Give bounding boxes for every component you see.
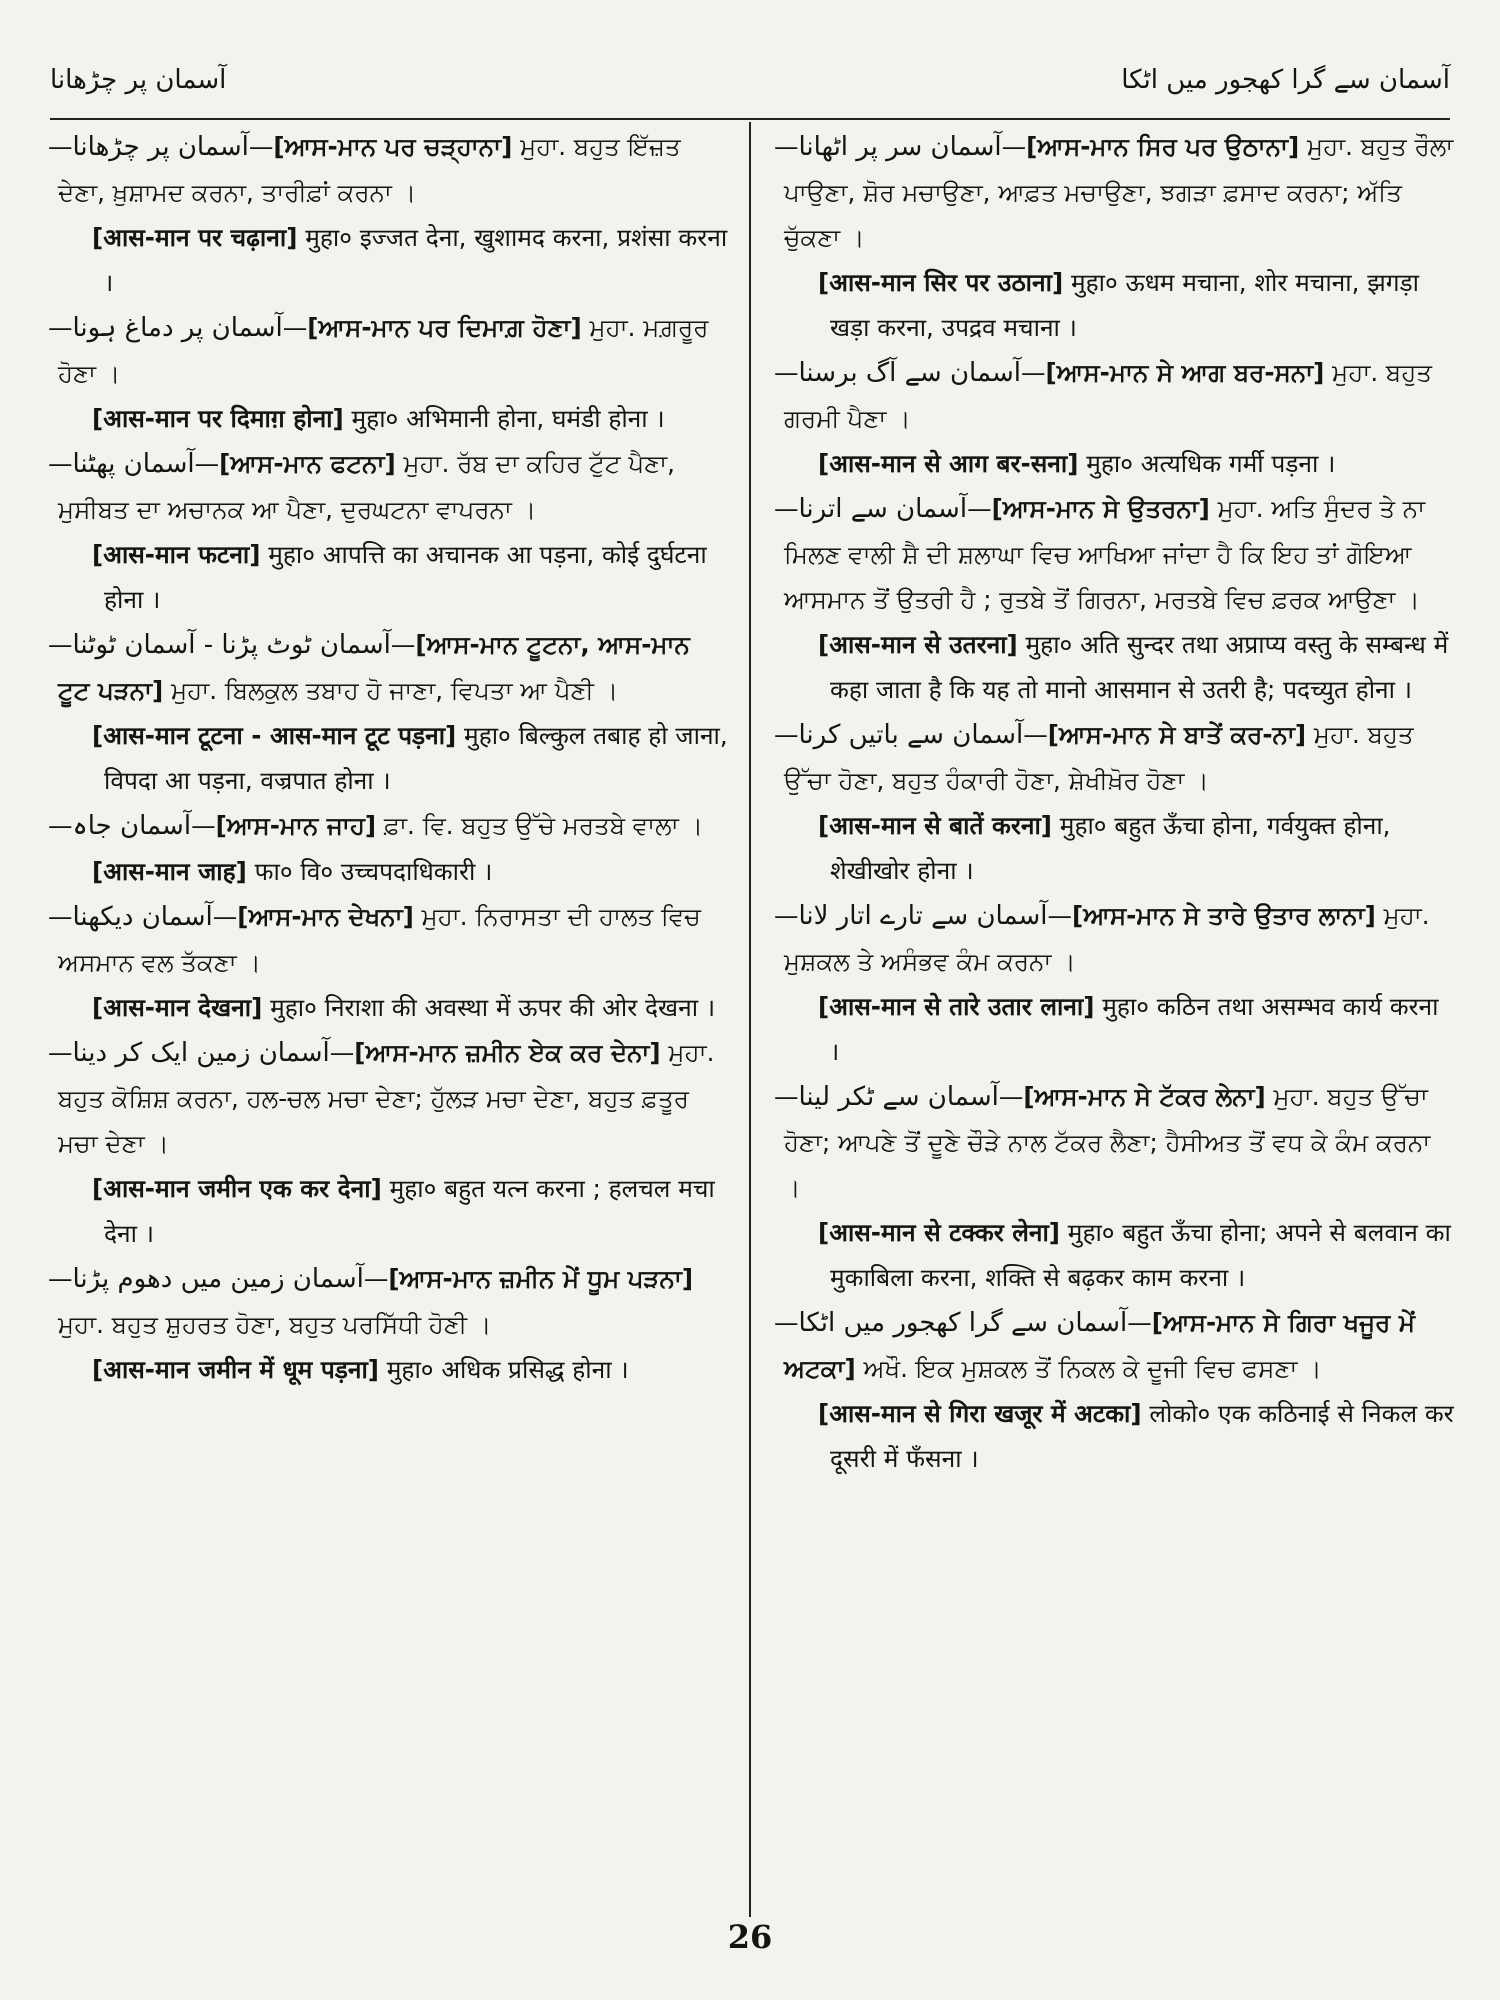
entry-gurmukhi-definition: ਮੁਹਾ. ਬਹੁਤ ਉੱਚਾ ਹੋਣਾ; ਆਪਣੇ ਤੋਂ ਦੂਣੇ ਚੌੜੇ ਨਾਲ ਟੱਕਰ ਲੈਣਾ; ਹੈਸੀਅਤ ਤੋਂ ਵਧ ਕੇ ਕੰਮ ਕਰਨਾ । [784,1082,1431,1202]
entry-hindi [774,1391,1454,1481]
entry-gurmukhi: —آسمان سے ٹکر لینا—[ਆਸ-ਮਾਨ ਸੇ ਟੱਕਰ ਲੇਨਾ] ਮੁਹਾ. ਬਹੁਤ ਉੱਚਾ ਹੋਣਾ; ਆਪਣੇ ਤੋਂ ਦੂਣੇ ਚੌੜੇ ਨਾਲ ਟੱਕਰ ਲੈਣਾ; ਹੈਸੀਅਤ ਤੋਂ ਵਧ ਕੇ ਕੰਮ ਕਰਨਾ । [774,1082,1431,1202]
entry-hindi-headword: [आस-मान सिर पर उठाना] [818,268,1064,297]
entry-hindi [48,985,728,1030]
entry-hindi [774,622,1454,712]
entry-gurmukhi: —آسمان سے آگ برسنا—[ਆਸ-ਮਾਨ ਸੇ ਆਗ ਬਰ-ਸਨਾ] ਮੁਹਾ. ਬਹੁਤ ਗਰਮੀ ਪੈਣਾ । [774,358,1432,433]
entry-hindi [48,532,728,622]
entry-urdu-headword: آسمان سر پر اٹھانا [798,132,1002,162]
entry-gurmukhi-headword: [ਆਸ-ਮਾਨ ਸੇ ਤਾਰੇ ਉਤਾਰ ਲਾਨਾ] [1072,901,1376,930]
entry-hindi-definition: मुहा० निराशा की अवस्था में ऊपर की ओर देखना । [270,993,716,1022]
entry-hindi-definition: मुहा० अत्यधिक गर्मी पड़ना । [1086,449,1336,478]
entry-gurmukhi-headword: [ਆਸ-ਮਾਨ ਟੂਟਨਾ, ਆਸ-ਮਾਨ ਟੂਟ ਪੜਨਾ] [58,630,690,705]
entry-gurmukhi-definition: ਮੁਹਾ. ਰੱਬ ਦਾ ਕਹਿਰ ਟੁੱਟ ਪੈਣਾ, ਮੁਸੀਬਤ ਦਾ ਅਚਾਨਕ ਆ ਪੈਣਾ, ਦੁਰਘਟਨਾ ਵਾਪਰਨਾ । [58,449,675,524]
entry-gurmukhi: —آسمان زمین ایک کر دینا—[ਆਸ-ਮਾਨ ਜ਼ਮੀਨ ਏਕ ਕਰ ਦੇਨਾ] ਮੁਹਾ. ਬਹੁਤ ਕੋਸ਼ਿਸ਼ ਕਰਨਾ, ਹਲ-ਚਲ ਮਚਾ ਦੇਣਾ; ਹੁੱਲੜ ਮਚਾ ਦੇਣਾ, ਬਹੁਤ ਫ਼ਤੂਰ ਮਚਾ ਦੇਣਾ । [48,1038,715,1158]
entry-hindi-headword: [आस-मान जमीन में धूम पड़ना] [92,1355,379,1384]
dictionary-entry [774,712,1454,893]
entry-gurmukhi-definition: ਮੁਹਾ. ਅਤਿ ਸੁੰਦਰ ਤੇ ਨਾ ਮਿਲਣ ਵਾਲੀ ਸ਼ੈ ਦੀ ਸ਼ਲਾਘਾ ਵਿਚ ਆਖਿਆ ਜਾਂਦਾ ਹੈ ਕਿ ਇਹ ਤਾਂ ਗੋਇਆ ਆਸਮਾਨ ਤੋਂ ਉਤਰੀ ਹੈ ; ਰੁਤਬੇ ਤੋਂ ਗਿਰਨਾ, ਮਰਤਬੇ ਵਿਚ ਫ਼ਰਕ ਆਉਣਾ । [784,494,1426,614]
entry-hindi [48,1166,728,1256]
entry-gurmukhi: —آسمان جاہ—[ਆਸ-ਮਾਨ ਜਾਹ] ਫ਼ਾ. ਵਿ. ਬਹੁਤ ਉੱਚੇ ਮਰਤਬੇ ਵਾਲਾ । [48,811,704,841]
entry-hindi-headword: [आस-मान से बातें करना] [818,811,1052,840]
dictionary-entry [48,894,728,1030]
entry-gurmukhi-headword: [ਆਸ-ਮਾਨ ਜ਼ਮੀਨ ਏਕ ਕਰ ਦੇਨਾ] [354,1038,661,1067]
dictionary-entry [774,350,1454,486]
entry-hindi-definition: फा० वि० उच्चपदाधिकारी । [254,857,493,886]
entry-hindi [774,441,1454,486]
dictionary-entry [48,1030,728,1256]
entry-gurmukhi-definition: ਮੁਹਾ. ਨਿਰਾਸਤਾ ਦੀ ਹਾਲਤ ਵਿਚ ਅਸਮਾਨ ਵਲ ਤੱਕਣਾ । [58,902,701,977]
entry-hindi [48,396,728,441]
entry-urdu-headword: آسمان زمین میں دھوم پڑنا [72,1264,364,1294]
entry-hindi-headword: [आस-मान से उतरना] [818,630,1018,659]
entry-hindi-headword: [आस-मान देखना] [92,993,263,1022]
right-column [774,124,1454,1481]
dictionary-entry [48,124,728,305]
entry-gurmukhi-definition: ਮੁਹਾ. ਬਹੁਤ ਕੋਸ਼ਿਸ਼ ਕਰਨਾ, ਹਲ-ਚਲ ਮਚਾ ਦੇਣਾ; ਹੁੱਲੜ ਮਚਾ ਦੇਣਾ, ਬਹੁਤ ਫ਼ਤੂਰ ਮਚਾ ਦੇਣਾ । [58,1038,715,1158]
column-divider [749,122,751,1917]
entry-hindi-definition: मुहा० बिल्कुल तबाह हो जाना, विपदा आ पड़ना, वज्रपात होना । [104,721,728,795]
entry-hindi-headword: [आस-मान पर चढ़ाना] [92,223,298,252]
entry-urdu-headword: آسمان پھٹنا [72,449,195,479]
left-column [48,124,728,1392]
entry-hindi-definition: मुहा० ऊधम मचाना, शोर मचाना, झगड़ा खड़ा करना, उपद्रव मचाना । [830,268,1419,342]
entry-gurmukhi-headword: [ਆਸ-ਮਾਨ ਪਰ ਚੜ੍ਹਾਨਾ] [273,132,513,161]
entry-gurmukhi: —آسمان دیکھنا—[ਆਸ-ਮਾਨ ਦੇਖਨਾ] ਮੁਹਾ. ਨਿਰਾਸਤਾ ਦੀ ਹਾਲਤ ਵਿਚ ਅਸਮਾਨ ਵਲ ਤੱਕਣਾ । [48,902,701,977]
entry-gurmukhi-definition: ਅਖੌ. ਇਕ ਮੁਸ਼ਕਲ ਤੋਂ ਨਿਕਲ ਕੇ ਦੂਜੀ ਵਿਚ ਫਸਣਾ । [863,1354,1322,1383]
entry-urdu-headword: آسمان دیکھنا [72,902,213,932]
entry-gurmukhi-definition: ਮੁਹਾ. ਬਹੁਤ ਸ਼ੁਹਰਤ ਹੋਣਾ, ਬਹੁਤ ਪਰਸਿੱਧੀ ਹੋਣੀ । [58,1310,492,1339]
entry-hindi-definition: मुहा० बहुत ऊँचा होना; अपने से बलवान का मुकाबिला करना, शक्ति से बढ़कर काम करना । [830,1218,1451,1292]
entry-gurmukhi: —آسمان سے باتیں کرنا—[ਆਸ-ਮਾਨ ਸੇ ਬਾਤੇਂ ਕਰ-ਨਾ] ਮੁਹਾ. ਬਹੁਤ ਉੱਚਾ ਹੋਣਾ, ਬਹੁਤ ਹੰਕਾਰੀ ਹੋਣਾ, ਸ਼ੇਖੀਖ਼ੋਰ ਹੋਣਾ । [774,720,1414,795]
dictionary-entry [48,622,728,803]
entry-hindi-headword: [आस-मान से तारे उतार लाना] [818,992,1095,1021]
entry-urdu-headword: آسمان ٹوٹ پڑنا - آسمان ٹوٹنا [72,630,391,660]
entry-gurmukhi: —آسمان سے تارے اتار لانا—[ਆਸ-ਮਾਨ ਸੇ ਤਾਰੇ ਉਤਾਰ ਲਾਨਾ] ਮੁਹਾ. ਮੁਸ਼ਕਲ ਤੇ ਅਸੰਭਵ ਕੰਮ ਕਰਨਾ । [774,901,1430,976]
entry-hindi [774,260,1454,350]
entry-hindi-headword: [आस-मान टूटना - आस-मान टूट पड़ना] [92,721,457,750]
entry-gurmukhi: —آسمان پر دماغ ہونا—[ਆਸ-ਮਾਨ ਪਰ ਦਿਮਾਗ਼ ਹੋਣਾ] ਮੁਹਾ. ਮਗ਼ਰੂਰ ਹੋਣਾ । [48,313,709,388]
entry-urdu-headword: آسمان سے ٹکر لینا [798,1082,999,1112]
header-right-catchword: آسمان سے گرا کھجور میں اٹکا [1121,65,1450,95]
entry-gurmukhi-headword: [ਆਸ-ਮਾਨ ਦੇਖਨਾ] [237,902,414,931]
entry-urdu-headword: آسمان سے تارے اتار لانا [798,901,1048,931]
entry-gurmukhi: —آسمان سر پر اٹھانا—[ਆਸ-ਮਾਨ ਸਿਰ ਪਰ ਉਠਾਨਾ] ਮੁਹਾ. ਬਹੁਤ ਰੌਲਾ ਪਾਉਣਾ, ਸ਼ੋਰ ਮਚਾਉਣਾ, ਆਫ਼ਤ ਮਚਾਉਣਾ, ਝਗੜਾ ਫ਼ਸਾਦ ਕਰਨਾ; ਅੱਤਿ ਚੁੱਕਣਾ । [774,132,1454,252]
entry-gurmukhi-headword: [ਆਸ-ਮਾਨ ਸੇ ਉਤਰਨਾ] [991,494,1210,523]
entry-gurmukhi-definition: ਮੁਹਾ. ਬਿਲਕੁਲ ਤਬਾਹ ਹੋ ਜਾਣਾ, ਵਿਪਤਾ ਆ ਪੈਣੀ । [171,676,619,705]
page-number: 26 [727,1918,773,1956]
entry-gurmukhi-headword: [ਆਸ-ਮਾਨ ਸੇ ਟੱਕਰ ਲੇਨਾ] [1023,1082,1266,1111]
entry-gurmukhi-definition: ਮੁਹਾ. ਬਹੁਤ ਇੱਜ਼ਤ ਦੇਣਾ, ਖ਼ੁਸ਼ਾਮਦ ਕਰਨਾ, ਤਾਰੀਫ਼ਾਂ ਕਰਨਾ । [58,132,681,207]
entry-hindi-definition: मुहा० बहुत यत्न करना ; हलचल मचा देना । [104,1174,715,1248]
entry-gurmukhi-headword: [ਆਸ-ਮਾਨ ਜਾਹ] [215,811,377,840]
entry-hindi-headword: [आस-मान से आग बर-सना] [818,449,1079,478]
entry-gurmukhi: —آسمان سے اترنا—[ਆਸ-ਮਾਨ ਸੇ ਉਤਰਨਾ] ਮੁਹਾ. ਅਤਿ ਸੁੰਦਰ ਤੇ ਨਾ ਮਿਲਣ ਵਾਲੀ ਸ਼ੈ ਦੀ ਸ਼ਲਾਘਾ ਵਿਚ ਆਖਿਆ ਜਾਂਦਾ ਹੈ ਕਿ ਇਹ ਤਾਂ ਗੋਇਆ ਆਸਮਾਨ ਤੋਂ ਉਤਰੀ ਹੈ ; ਰੁਤਬੇ ਤੋਂ ਗਿਰਨਾ, ਮਰਤਬੇ ਵਿਚ ਫ਼ਰਕ ਆਉਣਾ । [774,494,1426,614]
entry-urdu-headword: آسمان سے گرا کھجور میں اٹکا [798,1308,1128,1338]
entry-hindi [48,849,728,894]
entry-gurmukhi: —آسمان پھٹنا—[ਆਸ-ਮਾਨ ਫਟਨਾ] ਮੁਹਾ. ਰੱਬ ਦਾ ਕਹਿਰ ਟੁੱਟ ਪੈਣਾ, ਮੁਸੀਬਤ ਦਾ ਅਚਾਨਕ ਆ ਪੈਣਾ, ਦੁਰਘਟਨਾ ਵਾਪਰਨਾ । [48,449,675,524]
entry-urdu-headword: آسمان سے اترنا [798,494,968,524]
entry-urdu-headword: آسمان جاہ [72,811,192,841]
page-header [50,40,1450,120]
entry-hindi-definition: मुहा० आपत्ति का अचानक आ पड़ना, कोई दुर्घटना होना । [104,540,707,614]
entry-hindi-headword: [आस-मान पर दिमाग़ होना] [92,404,344,433]
entry-hindi-definition: मुहा० बहुत ऊँचा होना, गर्वयुक्त होना, शेखीखोर होना । [830,811,1391,885]
entry-hindi-headword: [आस-मान से टक्कर लेना] [818,1218,1060,1247]
entry-urdu-headword: آسمان سے آگ برسنا [798,358,1021,388]
entry-hindi [774,984,1454,1074]
dictionary-entry [774,1300,1454,1481]
dictionary-entry [48,441,728,622]
entry-hindi-headword: [आस-मान से गिरा खजूर में अटका] [818,1399,1142,1428]
entry-hindi [48,713,728,803]
entry-gurmukhi-definition: ਮੁਹਾ. ਮਗ਼ਰੂਰ ਹੋਣਾ । [58,313,709,388]
entry-gurmukhi-headword: [ਆਸ-ਮਾਨ ਸੇ ਬਾਤੇਂ ਕਰ-ਨਾ] [1047,720,1307,749]
dictionary-entry [774,124,1454,350]
dictionary-entry [48,1256,728,1392]
header-left-catchword: آسمان پر چڑھانا [50,65,227,95]
entry-hindi [774,803,1454,893]
entry-gurmukhi-definition: ਮੁਹਾ. ਮੁਸ਼ਕਲ ਤੇ ਅਸੰਭਵ ਕੰਮ ਕਰਨਾ । [784,901,1430,976]
dictionary-entry [774,893,1454,1074]
entry-hindi-definition: मुहा० अभिमानी होना, घमंडी होना । [351,404,665,433]
dictionary-entry [774,486,1454,712]
entry-hindi-definition: मुहा० अति सुन्दर तथा अप्राप्य वस्तु के सम्बन्ध में कहा जाता है कि यह तो मानो आसमान से उतरी है; पदच्युत होना । [830,630,1449,704]
entry-hindi-headword: [आस-मान फटना] [92,540,261,569]
entry-urdu-headword: آسمان پر دماغ ہونا [72,313,283,343]
entry-hindi [48,1347,728,1392]
entry-urdu-headword: آسمان زمین ایک کر دینا [72,1038,330,1068]
dictionary-entry [48,305,728,441]
entry-hindi-definition: मुहा० अधिक प्रसिद्ध होना । [386,1355,629,1384]
dictionary-entry [774,1074,1454,1300]
entry-gurmukhi-definition: ਮੁਹਾ. ਬਹੁਤ ਗਰਮੀ ਪੈਣਾ । [784,358,1432,433]
entry-gurmukhi-definition: ਮੁਹਾ. ਬਹੁਤ ਰੌਲਾ ਪਾਉਣਾ, ਸ਼ੋਰ ਮਚਾਉਣਾ, ਆਫ਼ਤ ਮਚਾਉਣਾ, ਝਗੜਾ ਫ਼ਸਾਦ ਕਰਨਾ; ਅੱਤਿ ਚੁੱਕਣਾ । [784,132,1454,252]
entry-hindi-headword: [आस-मान जाह] [92,857,247,886]
dictionary-entry [48,803,728,894]
entry-gurmukhi: —آسمان زمین میں دھوم پڑنا—[ਆਸ-ਮਾਨ ਜ਼ਮੀਨ ਮੇਂ ਧੂਮ ਪੜਨਾ] ਮੁਹਾ. ਬਹੁਤ ਸ਼ੁਹਰਤ ਹੋਣਾ, ਬਹੁਤ ਪਰਸਿੱਧੀ ਹੋਣੀ । [48,1264,694,1339]
entry-hindi-definition: मुहा० कठिन तथा असम्भव कार्य करना । [830,992,1439,1066]
entry-gurmukhi-definition: ਫ਼ਾ. ਵਿ. ਬਹੁਤ ਉੱਚੇ ਮਰਤਬੇ ਵਾਲਾ । [383,811,704,840]
entry-gurmukhi-headword: [ਆਸ-ਮਾਨ ਜ਼ਮੀਨ ਮੇਂ ਧੂਮ ਪੜਨਾ] [388,1264,694,1293]
entry-hindi [774,1210,1454,1300]
entry-gurmukhi-headword: [ਆਸ-ਮਾਨ ਫਟਨਾ] [219,449,396,478]
entry-urdu-headword: آسمان پر چڑھانا [72,132,249,162]
entry-gurmukhi: —آسمان پر چڑھانا—[ਆਸ-ਮਾਨ ਪਰ ਚੜ੍ਹਾਨਾ] ਮੁਹਾ. ਬਹੁਤ ਇੱਜ਼ਤ ਦੇਣਾ, ਖ਼ੁਸ਼ਾਮਦ ਕਰਨਾ, ਤਾਰੀਫ਼ਾਂ ਕਰਨਾ । [48,132,681,207]
entry-gurmukhi-headword: [ਆਸ-ਮਾਨ ਸੇ ਗਿਰਾ ਖਜੂਰ ਮੇਂ ਅਟਕਾ] [784,1308,1415,1383]
entry-gurmukhi-definition: ਮੁਹਾ. ਬਹੁਤ ਉੱਚਾ ਹੋਣਾ, ਬਹੁਤ ਹੰਕਾਰੀ ਹੋਣਾ, ਸ਼ੇਖੀਖ਼ੋਰ ਹੋਣਾ । [784,720,1414,795]
entry-urdu-headword: آسمان سے باتیں کرنا [798,720,1024,750]
entry-hindi [48,215,728,305]
entry-gurmukhi-headword: [ਆਸ-ਮਾਨ ਪਰ ਦਿਮਾਗ਼ ਹੋਣਾ] [307,313,582,342]
header-rule [50,118,1450,120]
entry-gurmukhi: —آسمان ٹوٹ پڑنا - آسمان ٹوٹنا—[ਆਸ-ਮਾਨ ਟੂਟਨਾ, ਆਸ-ਮਾਨ ਟੂਟ ਪੜਨਾ] ਮੁਹਾ. ਬਿਲਕੁਲ ਤਬਾਹ ਹੋ ਜਾਣਾ, ਵਿਪਤਾ ਆ ਪੈਣੀ । [48,630,690,705]
entry-gurmukhi-headword: [ਆਸ-ਮਾਨ ਸੇ ਆਗ ਬਰ-ਸਨਾ] [1045,358,1325,387]
entry-hindi-definition: मुहा० इज्जत देना, खुशामद करना, प्रशंसा करना । [104,223,728,297]
entry-gurmukhi-headword: [ਆਸ-ਮਾਨ ਸਿਰ ਪਰ ਉਠਾਨਾ] [1026,132,1300,161]
entry-hindi-headword: [आस-मान जमीन एक कर देना] [92,1174,382,1203]
entry-hindi-definition: लोको० एक कठिनाई से निकल कर दूसरी में फँसना । [830,1399,1454,1473]
entry-gurmukhi: —آسمان سے گرا کھجور میں اٹکا—[ਆਸ-ਮਾਨ ਸੇ ਗਿਰਾ ਖਜੂਰ ਮੇਂ ਅਟਕਾ] ਅਖੌ. ਇਕ ਮੁਸ਼ਕਲ ਤੋਂ ਨਿਕਲ ਕੇ ਦੂਜੀ ਵਿਚ ਫਸਣਾ । [774,1308,1415,1383]
